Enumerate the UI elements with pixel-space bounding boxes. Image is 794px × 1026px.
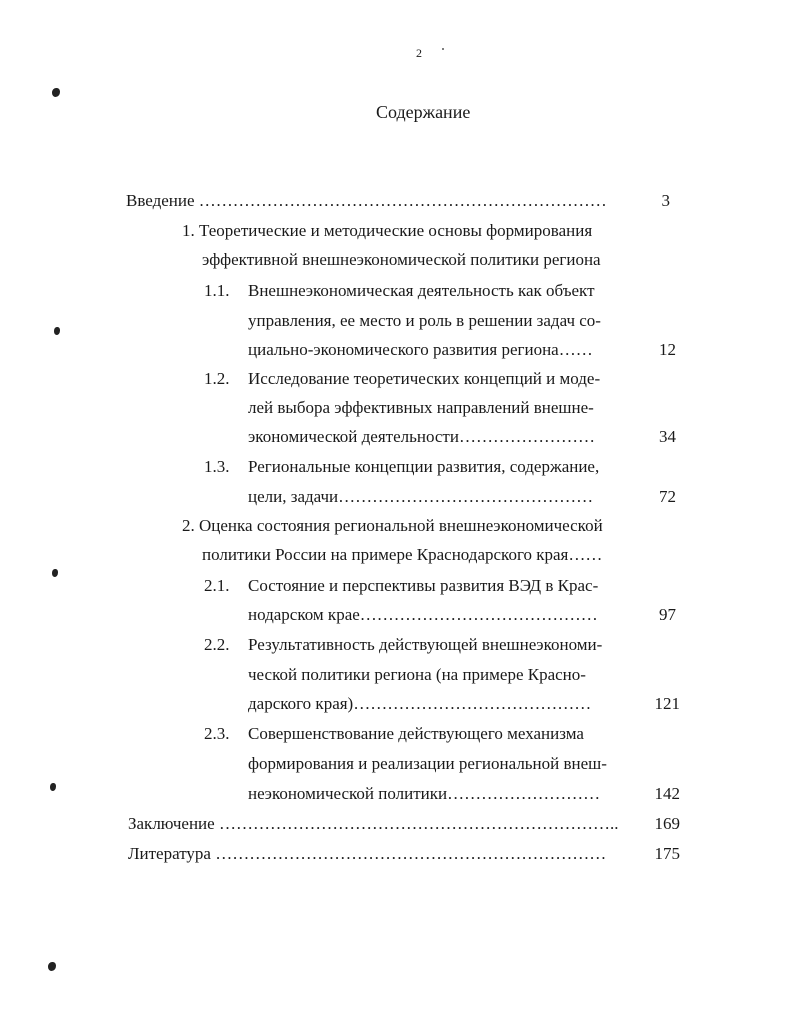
toc-section-2-3-line-1: Совершенствование действующего механизма [248,724,584,743]
scan-speck [442,48,444,50]
toc-page-1-2: 34 [659,427,676,446]
toc-page-1-3: 72 [659,487,676,506]
toc-section-2-2-line-3: дарского края)…………………………………… [248,694,592,713]
toc-section-2-1-line-2: нодарском крае…………………………………… [248,605,598,624]
toc-section-number: 2.1. [204,576,230,595]
toc-page-1-1: 12 [659,340,676,359]
toc-chapter-1-line-1: 1. Теоретические и методические основы формирования [182,221,593,240]
toc-section-2-3-line-3: неэкономической политики……………………… [248,784,601,803]
toc-section-number: 1.1. [204,281,230,300]
toc-section-1-1-line-3: циально-экономического развития региона…… [248,340,593,359]
toc-section-1-3-line-2: цели, задачи……………………………………… [248,487,594,506]
toc-section-1-1-line-2: управления, ее место и роль в решении задач со- [248,311,601,330]
binder-mark-2 [54,327,60,335]
toc-page-2-1: 97 [659,605,676,624]
toc-section-2-2-line-1: Результативность действующей внешнеэкономи- [248,635,603,654]
toc-section-1-1-line-1: Внешнеэкономическая деятельность как объект [248,281,595,300]
toc-section-1-2-line-2: лей выбора эффективных направлений внешне- [248,398,594,417]
toc-item-intro: Введение ……………………………………………………………… [126,191,607,210]
toc-page-conclusion: 169 [654,814,680,833]
toc-chapter-1-line-2: эффективной внешнеэкономической политики региона [202,250,601,269]
toc-section-2-1-line-1: Состояние и перспективы развития ВЭД в Крас- [248,576,599,595]
page-title: Содержание [376,102,471,122]
toc-section-number: 1.3. [204,457,230,476]
binder-mark-5 [48,962,56,971]
toc-section-number: 2.2. [204,635,230,654]
toc-section-number: 2.3. [204,724,230,743]
toc-page-2-2: 121 [654,694,680,713]
toc-page-2-3: 142 [654,784,680,803]
toc-chapter-2-line-1: 2. Оценка состояния региональной внешнеэкономической [182,516,603,535]
binder-mark-4 [50,783,56,791]
toc-section-2-3-line-2: формирования и реализации региональной внеш- [248,754,607,773]
toc-section-1-2-line-3: экономической деятельности…………………… [248,427,595,446]
toc-item-literature: Литература …………………………………………………………… [128,844,607,863]
toc-section-number: 1.2. [204,369,230,388]
toc-page-literature: 175 [654,844,680,863]
toc-chapter-2-line-2: политики России на примере Краснодарского края…… [202,545,603,564]
binder-mark-3 [52,569,58,577]
toc-item-conclusion: Заключение …………………………………………………………….. [128,814,619,833]
toc-section-1-2-line-1: Исследование теоретических концепций и моде- [248,369,601,388]
page-number: 2 [416,46,422,60]
binder-mark-1 [52,88,60,97]
toc-section-2-2-line-2: ческой политики региона (на примере Красно- [248,665,586,684]
toc-page-intro: 3 [661,191,670,210]
toc-section-1-3-line-1: Региональные концепции развития, содержание, [248,457,600,476]
